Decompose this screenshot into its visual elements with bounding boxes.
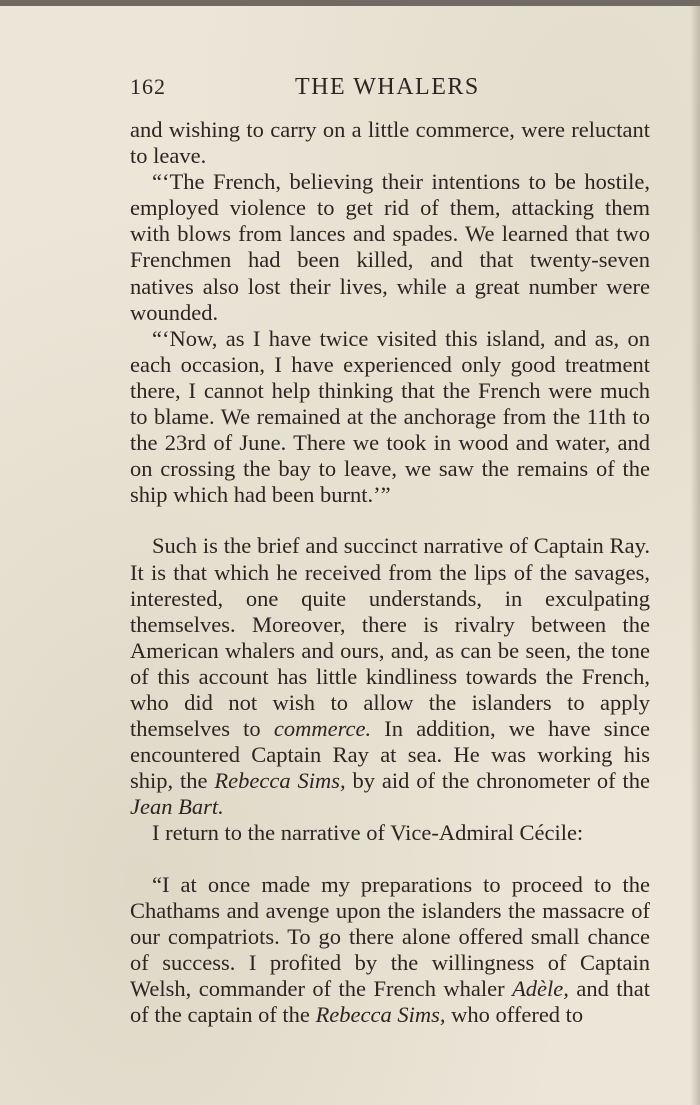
page-number: 162 bbox=[130, 74, 166, 99]
page-body bbox=[130, 117, 650, 1028]
page-header bbox=[130, 74, 650, 106]
paragraph-2: “‘The French, believing their intentions to be hostile, employed violence to get rid of them, attacking them with blows from lances and spades. We learned that two Frenchmen had been killed, and that twenty-seven natives also lost their lives, while a great number were wounded. bbox=[130, 169, 650, 325]
paragraph-6-text-c: who offered to bbox=[451, 1002, 584, 1027]
paragraph-4-emphasis-commerce: commerce. bbox=[273, 716, 372, 742]
paragraph-5: I return to the narrative of Vice-Admiral Cécile: bbox=[152, 820, 584, 846]
paragraph-6 bbox=[130, 872, 650, 1029]
paragraph-gap bbox=[130, 508, 650, 533]
paragraph-4-text-b: In addition, we have since encountered Captain Ray at sea. He was working his ship, the bbox=[130, 716, 651, 794]
paragraph-gap bbox=[130, 847, 650, 872]
paragraph-3: “‘Now, as I have twice visited this island, and as, on each occasion, I have experienced only good treatment there, I cannot help thinking that the French were much to blame. We remained at the anchorage from the 11th to the 23rd of June. There we took in wood and water, and on crossing the bay to leave, we saw the remains of the ship which had been burnt.’” bbox=[130, 325, 650, 508]
paragraph-6-text-a: “I at once made my preparations to proceed to the Chathams and avenge upon the islanders the massacre of our compatriots. To go there alone offered small chance of success. I profited by the willingness of Captain Welsh, commander of the French whaler bbox=[130, 871, 650, 1001]
paragraph-4-text-a: Such is the brief and succinct narrative of Captain Ray. It is that which he received from the lips of the savages, interested, one quite understands, in exculpating themselves. Moreover, there is rivalry between the American whalers and ours, and, as can be seen, the tone of this account has little kindliness towards the French, who did not wish to allow the islanders to apply themselves to bbox=[130, 533, 650, 742]
running-head: THE WHALERS bbox=[295, 74, 480, 100]
paragraph-1: and wishing to carry on a little commerce, were reluctant to leave. bbox=[130, 117, 650, 169]
paragraph-4-ship-name-1: Rebecca Sims, bbox=[214, 768, 346, 794]
paragraph-4-ship-name-2: Jean Bart. bbox=[130, 794, 224, 820]
paragraph-6-ship-name-2: Rebecca Sims, bbox=[315, 1002, 446, 1027]
page-right-edge bbox=[690, 0, 700, 1105]
paragraph-4-text-c: by aid of the chronometer of the bbox=[352, 768, 650, 794]
paragraph-6-text-b: and that of the captain of the bbox=[130, 975, 651, 1027]
paragraph-6-ship-name-1: Adèle, bbox=[512, 975, 569, 1001]
page-top-edge bbox=[0, 0, 700, 6]
paragraph-4 bbox=[130, 533, 650, 820]
